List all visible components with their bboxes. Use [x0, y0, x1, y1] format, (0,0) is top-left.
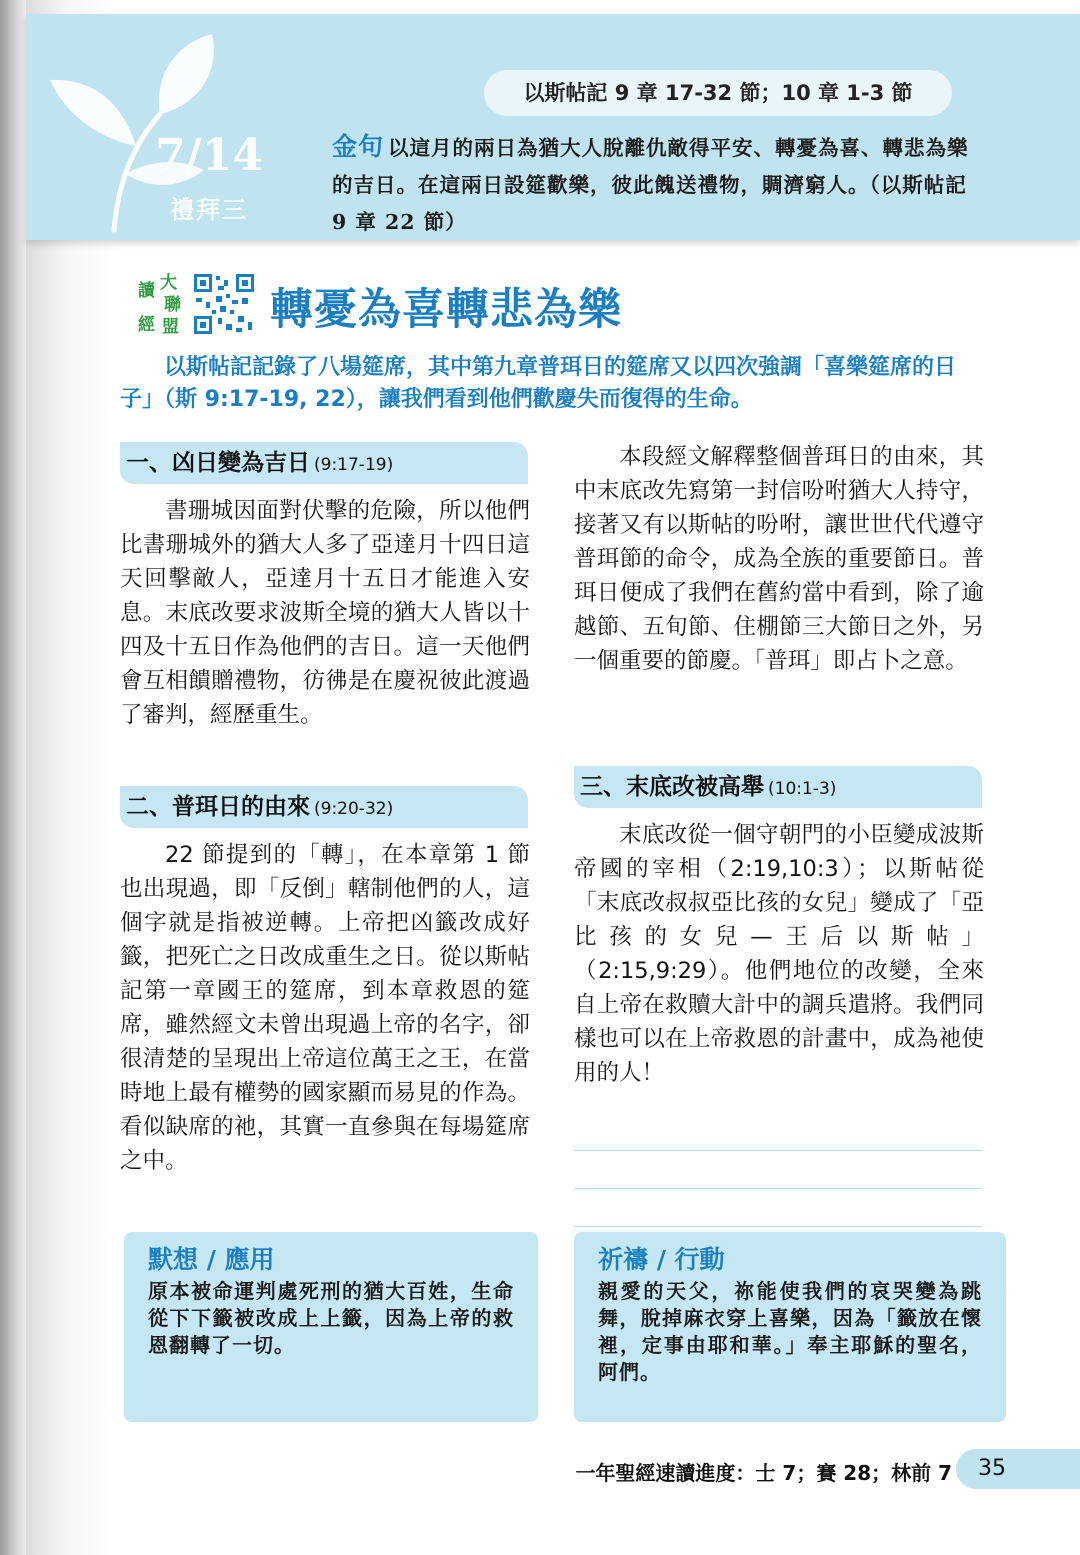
section-title: 三、末底改被高舉	[580, 774, 764, 800]
section-verses: (9:17-19)	[314, 455, 394, 475]
section-title: 一、凶日變為吉日	[126, 450, 310, 476]
section-heading-2	[120, 786, 528, 828]
golden-verse-label: 金句	[332, 132, 385, 161]
side-label-char: 讀	[138, 281, 155, 301]
intro-paragraph: 以斯帖記記錄了八場筵席，其中第九章普珥日的筵席又以四次強調「喜樂筵席的日子」（斯 9:17-19, 22），讓我們看到他們歡慶失而復得的生命。	[120, 355, 957, 412]
book-gutter-shadow	[0, 0, 26, 1555]
side-label-char: 大	[160, 273, 177, 293]
side-label-char: 盟	[162, 317, 179, 337]
section-body-3	[574, 818, 984, 1090]
date-label: 7/14	[155, 130, 263, 181]
qr-code-icon[interactable]	[192, 272, 256, 336]
section-verses: (9:20-32)	[314, 799, 394, 819]
devotion-title: 轉憂為喜轉悲為樂	[270, 285, 622, 335]
note-line	[574, 1150, 982, 1151]
section-body-2	[120, 838, 530, 1178]
prayer-text: 親愛的天父，祢能使我們的哀哭變為跳舞，脫掉麻衣穿上喜樂，因為「籤放在懷裡，定事由耶和華。」奉主耶穌的聖名，阿們。	[598, 1279, 982, 1384]
reading-alliance-label	[138, 272, 186, 338]
book-page	[26, 0, 1080, 1555]
page-header	[26, 14, 1080, 240]
section-heading-3	[574, 766, 982, 808]
section-body-2-continued	[574, 440, 984, 678]
side-label-char: 經	[138, 315, 155, 335]
golden-verse	[332, 128, 986, 241]
reflection-box	[124, 1232, 538, 1422]
note-line	[574, 1226, 982, 1227]
body-paragraph: 書珊城因面對伏擊的危險，所以他們比書珊城外的猶大人多了亞達月十四日這天回擊敵人，亞達月十五日才能進入安息。末底改要求波斯全境的猶大人皆以十四及十五日作為他們的吉日。這一天他們會互相饋贈禮物，彷彿是在慶祝彼此渡過了審判，經歷重生。	[120, 498, 530, 728]
section-heading-1	[120, 442, 528, 484]
scripture-reference: 以斯帖記 9 章 17-32 節；10 章 1-3 節	[484, 70, 952, 116]
golden-verse-text: 以這月的兩日為猶大人脫離仇敵得平安、轉憂為喜、轉悲為樂的吉日。在這兩日設筵歡樂，彼此餽送禮物，賙濟窮人。（以斯帖記 9 章 22 節）	[332, 136, 969, 234]
side-label-char: 聯	[164, 295, 181, 315]
section-title: 二、普珥日的由來	[126, 794, 310, 820]
prayer-heading: 祈禱 / 行動	[598, 1245, 725, 1274]
reflection-heading: 默想 / 應用	[148, 1245, 275, 1274]
page-number: 35	[956, 1449, 1080, 1489]
section-body-1	[120, 494, 530, 732]
section-verses: (10:1-3)	[768, 779, 837, 799]
body-paragraph: 本段經文解釋整個普珥日的由來，其中末底改先寫第一封信吩咐猶大人持守，接著又有以斯帖的吩咐，讓世世代代遵守普珥節的命令，成為全族的重要節日。普珥日便成了我們在舊約當中看到，除了逾越節、五旬節、住棚節三大節日之外，另一個重要的節慶。「普珥」即占卜之意。	[574, 444, 984, 674]
reading-progress: 一年聖經速讀進度：士 7；賽 28；林前 7	[575, 1461, 952, 1485]
weekday-label: 禮拜三	[170, 196, 248, 224]
note-line	[574, 1188, 982, 1189]
reflection-text: 原本被命運判處死刑的猶大百姓，生命從下下籤被改成上上籤，因為上帝的救恩翻轉了一切。	[148, 1279, 514, 1357]
body-paragraph: 22 節提到的「轉」，在本章第 1 節也出現過，即「反倒」轄制他們的人，這個字就是指被逆轉。上帝把凶籤改成好籤，把死亡之日改成重生之日。從以斯帖記第一章國王的筵席，到本章救恩的筵席，雖然經文未曾出現過上帝的名字，卻很清楚的呈現出上帝這位萬王之王，在當時地上最有權勢的國家顯而易見的作為。看似缺席的祂，其實一直參與在每場筵席之中。	[120, 842, 530, 1174]
body-paragraph: 末底改從一個守朝門的小臣變成波斯帝國的宰相（2:19,10:3）；以斯帖從「末底改叔叔亞比孩的女兒」變成了「亞比孩的女兒—王后以斯帖」（2:15,9:29）。他們地位的改變，全來自上帝在救贖大計中的調兵遣將。我們同樣也可以在上帝救恩的計畫中，成為祂使用的人！	[574, 822, 984, 1086]
prayer-box	[574, 1232, 1006, 1422]
